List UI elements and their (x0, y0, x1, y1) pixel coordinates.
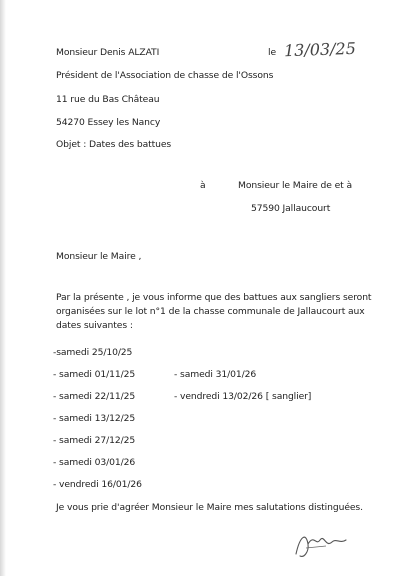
date-prefix: le (268, 47, 277, 58)
intro-line-2: organisées sur le lot n°1 de la chasse communale de Jallaucourt aux (56, 306, 365, 317)
recipient-prefix: à (200, 180, 206, 191)
date-item: - vendredi 13/02/26 [ sanglier] (174, 391, 312, 402)
intro-line-1: Par la présente , je vous informe que des battues aux sangliers seront (56, 292, 372, 303)
date-item: - samedi 27/12/25 (53, 435, 136, 446)
date-item: - samedi 22/11/25 (53, 391, 136, 402)
scan-shadow (0, 0, 6, 576)
sender-city: 54270 Essey les Nancy (56, 117, 161, 128)
intro-line-3: dates suivantes : (56, 320, 133, 331)
signature (286, 526, 356, 566)
closing-line: Je vous prie d'agréer Monsieur le Maire mes salutations distinguées. (56, 502, 363, 513)
date-item: - vendredi 16/01/26 (53, 479, 142, 490)
sender-name: Monsieur Denis ALZATI (56, 47, 160, 58)
salutation: Monsieur le Maire , (56, 251, 142, 262)
date-item: - samedi 13/12/25 (53, 413, 136, 424)
handwritten-date: 13/03/25 (283, 38, 357, 61)
subject-line: Objet : Dates des battues (56, 139, 172, 150)
date-item: - samedi 03/01/26 (53, 457, 136, 468)
sender-role: Président de l'Association de chasse de l'Ossons (56, 70, 274, 81)
recipient-city: 57590 Jallaucourt (251, 203, 331, 214)
date-item: - samedi 31/01/26 (174, 369, 257, 380)
sender-street: 11 rue du Bas Château (56, 94, 160, 105)
recipient-name: Monsieur le Maire de et à (238, 180, 352, 191)
date-item: - samedi 01/11/25 (53, 369, 136, 380)
date-item: -samedi 25/10/25 (53, 347, 133, 358)
